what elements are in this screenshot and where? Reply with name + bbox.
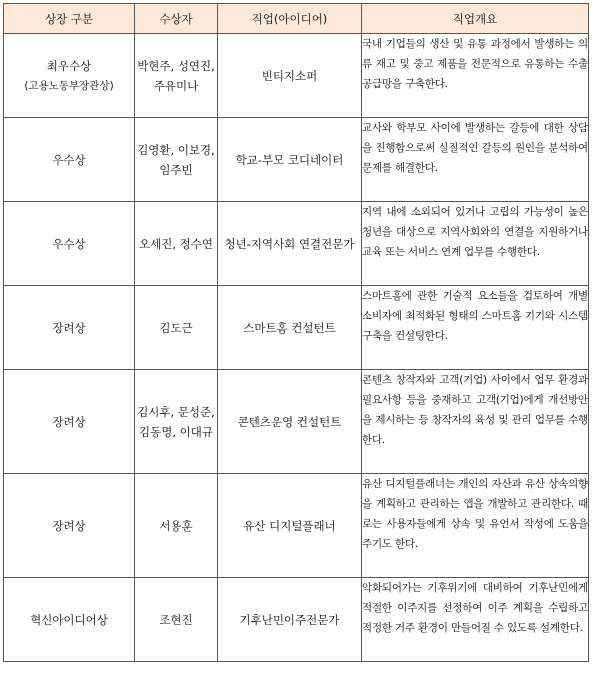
winners-cell: 김도근	[135, 286, 218, 370]
header-job-summary: 직업개요	[362, 4, 589, 34]
award-cell: 우수상	[4, 202, 135, 286]
winners-cell: 김시후, 문성준, 김동명, 이대규	[135, 370, 218, 474]
awards-table	[3, 3, 589, 662]
job-cell: 스마트홈 컨설턴트	[218, 286, 362, 370]
description-cell: 콘텐츠 창작자와 고객(기업) 사이에서 업무 환경과 필요사항 등을 중재하고 고객(기업)에게 개선방안을 제시하는 등 창작자의 육성 및 관리 업무를 수행한다.	[362, 370, 589, 474]
table-row	[4, 202, 589, 286]
description-cell: 국내 기업들의 생산 및 유통 과정에서 발생하는 의류 재고 및 중고 제품을 전문적으로 유통하는 수출 공급망을 구축한다.	[362, 34, 589, 118]
winners-cell: 서용훈	[135, 474, 218, 578]
job-cell: 빈티지소퍼	[218, 34, 362, 118]
winners-cell: 김영환, 이보경, 임주빈	[135, 118, 218, 202]
award-subtitle: (고용노동부장관상)	[24, 79, 114, 92]
table-header-row	[4, 4, 589, 34]
header-winners: 수상자	[135, 4, 218, 34]
award-cell: 혁신아이디어상	[4, 578, 135, 662]
description-cell: 교사와 학부모 사이에 발생하는 갈등에 대한 상담을 진행함으로써 실질적인 갈등의 원인을 분석하여 문제를 해결한다.	[362, 118, 589, 202]
job-cell: 콘텐츠운영 컨설턴트	[218, 370, 362, 474]
table-row	[4, 286, 589, 370]
description-cell: 지역 내에 소외되어 있거나 고립의 가능성이 높은 청년을 대상으로 지역사회와의 연결을 지원하거나 교육 또는 서비스 연계 업무를 수행한다.	[362, 202, 589, 286]
table-row	[4, 578, 589, 662]
table-row	[4, 34, 589, 118]
award-cell: 우수상	[4, 118, 135, 202]
award-name: 최우수상	[46, 58, 92, 73]
award-cell: 장려상	[4, 286, 135, 370]
award-cell: 장려상	[4, 474, 135, 578]
winners-cell: 오세진, 정수연	[135, 202, 218, 286]
winners-cell: 박현주, 성연진, 주유미나	[135, 34, 218, 118]
job-cell: 청년-지역사회 연결전문가	[218, 202, 362, 286]
winners-cell: 조현진	[135, 578, 218, 662]
table-row	[4, 118, 589, 202]
job-cell: 기후난민이주전문가	[218, 578, 362, 662]
job-cell: 학교-부모 코디네이터	[218, 118, 362, 202]
description-cell: 스마트홈에 관한 기술적 요소들을 검토하여 개별 소비자에 최적화된 형태의 스마트홈 기기와 시스템 구축을 컨설팅한다.	[362, 286, 589, 370]
award-cell: 장려상	[4, 370, 135, 474]
award-cell	[4, 34, 135, 118]
description-cell: 악화되어가는 기후위기에 대비하여 기후난민에게 적절한 이주지를 선정하여 이주 계획을 수립하고 적정한 거주 환경이 만들어질 수 있도록 설계한다.	[362, 578, 589, 662]
description-cell: 유산 디지털플래너는 개인의 자산과 유산 상속의향을 계획하고 관리하는 앱을 개발하고 관리한다. 때로는 사용자들에게 상속 및 유언서 작성에 도움을 주기도 한다.	[362, 474, 589, 578]
header-job-idea: 직업(아이디어)	[218, 4, 362, 34]
table-row	[4, 474, 589, 578]
table-row	[4, 370, 589, 474]
job-cell: 유산 디지털플래너	[218, 474, 362, 578]
header-award-category: 상장 구분	[4, 4, 135, 34]
